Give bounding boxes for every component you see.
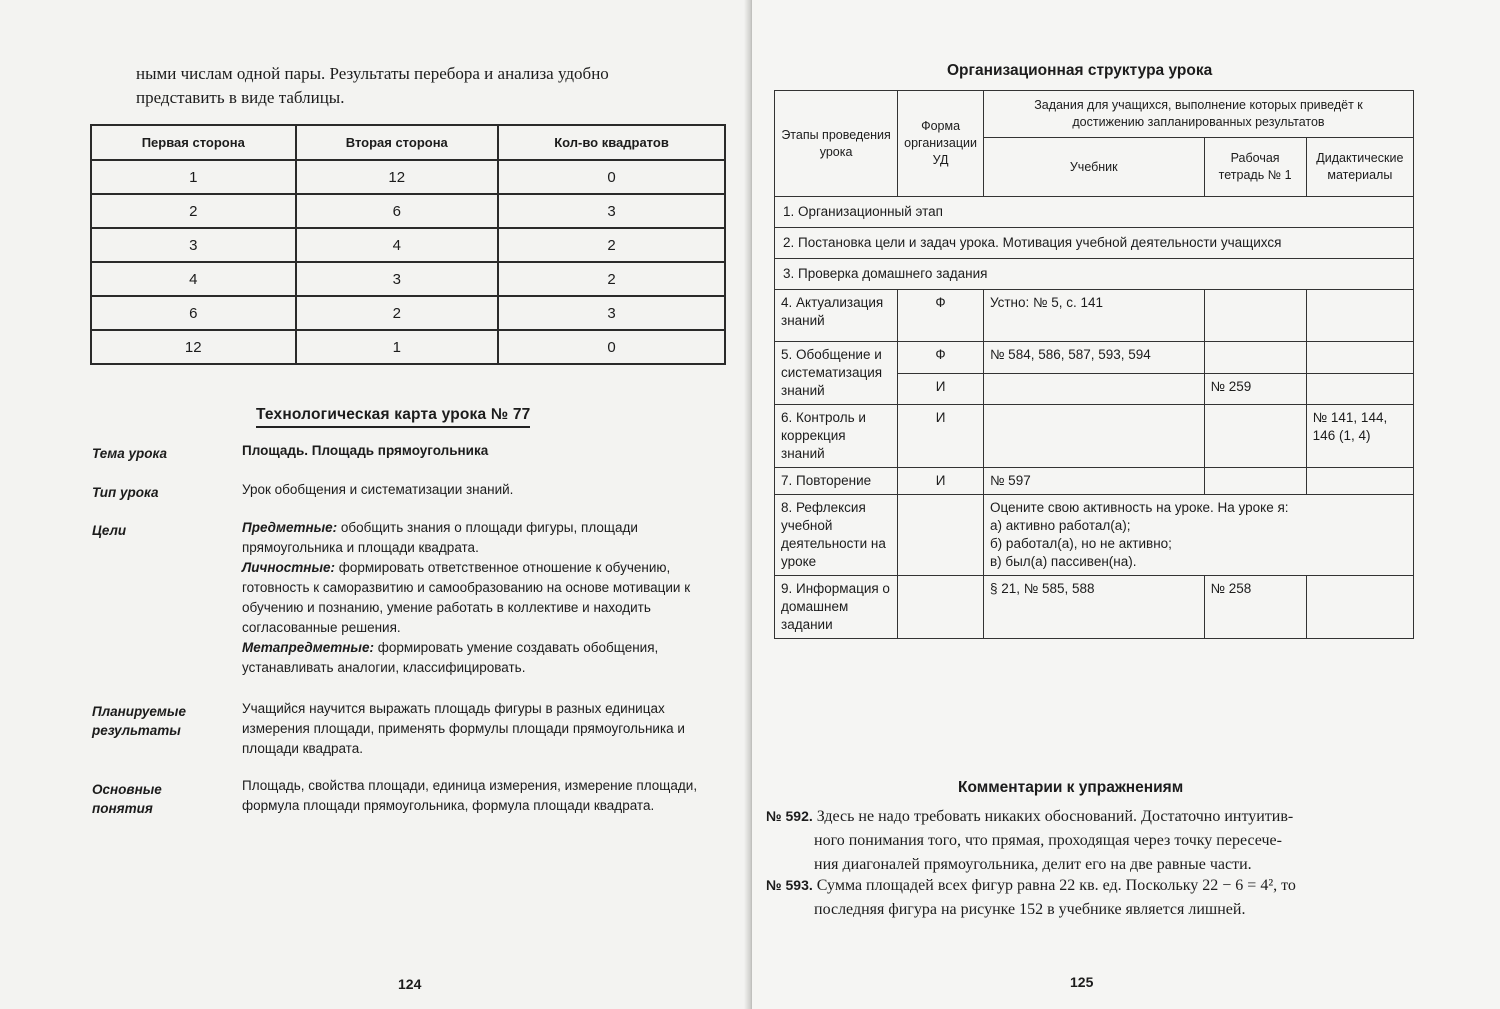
textbook-cell bbox=[983, 373, 1204, 405]
comment-line bbox=[766, 804, 1414, 829]
comment-line: ния диагоналей прямоугольника, делит его на две равные части. bbox=[814, 856, 1252, 873]
header-workbook: Рабочая тетрадь № 1 bbox=[1204, 138, 1306, 197]
results-label bbox=[92, 702, 232, 740]
table-cell: 2 bbox=[296, 296, 499, 330]
workbook-cell bbox=[1204, 468, 1306, 495]
goal-meta-label: Метапредметные: bbox=[242, 640, 374, 655]
column-header: Кол-во квадратов bbox=[498, 125, 725, 160]
stage-cell: 8. Рефлексия учебной деятельности на уроке bbox=[775, 495, 898, 576]
textbook-cell: № 597 bbox=[983, 468, 1204, 495]
exercise-number: № 592. bbox=[766, 808, 813, 824]
table-cell: 2 bbox=[498, 262, 725, 296]
header-textbook: Учебник bbox=[983, 138, 1204, 197]
table-cell: 3 bbox=[498, 194, 725, 228]
concepts-label bbox=[92, 780, 232, 818]
intro-line: представить в виде таблицы. bbox=[136, 88, 345, 107]
table-cell: 3 bbox=[91, 228, 296, 262]
stage-cell: 9. Информация о домашнем задании bbox=[775, 576, 898, 639]
form-cell: И bbox=[898, 373, 984, 405]
stage-cell: 6. Контроль и коррекция знаний bbox=[775, 405, 898, 468]
form-cell bbox=[898, 576, 984, 639]
goals-value bbox=[242, 518, 726, 678]
table-cell: 6 bbox=[296, 194, 499, 228]
table-cell: 0 bbox=[498, 330, 725, 364]
workbook-cell bbox=[1204, 405, 1306, 468]
left-page bbox=[0, 0, 748, 1009]
intro-line: ными числам одной пары. Результаты перебора и анализа удобно bbox=[136, 64, 609, 83]
goal-meta-text: формировать умение создавать обобщения, устанавливать аналогии, классифицировать. bbox=[242, 640, 659, 675]
map-title: Технологическая карта урока № 77 bbox=[256, 406, 530, 428]
table-cell: 1 bbox=[91, 160, 296, 194]
topic-label: Тема урока bbox=[92, 446, 168, 461]
table-cell: 4 bbox=[91, 262, 296, 296]
table-cell: 1 bbox=[296, 330, 499, 364]
table-row bbox=[775, 197, 1414, 228]
table-row bbox=[91, 262, 725, 296]
structure-title: Организационная структура урока bbox=[947, 62, 1213, 79]
page-number: 124 bbox=[398, 976, 422, 992]
concepts-value: Площадь, свойства площади, единица измерения, измерение площади, формула площади прямоугольника, формула площади квадрата. bbox=[242, 778, 698, 813]
stage-cell: 2. Постановка цели и задач урока. Мотивация учебной деятельности учащихся bbox=[775, 228, 1414, 259]
comment-592 bbox=[766, 804, 1414, 877]
table-row bbox=[775, 468, 1414, 495]
table-row bbox=[91, 194, 725, 228]
didactic-cell bbox=[1306, 342, 1413, 374]
table-row bbox=[91, 330, 725, 364]
form-cell: И bbox=[898, 468, 984, 495]
reflection-line: б) работал(а), но не активно; bbox=[989, 536, 1172, 551]
goal-meta bbox=[242, 638, 726, 678]
textbook-cell: № 584, 586, 587, 593, 594 bbox=[983, 342, 1204, 374]
goal-subject-text: обобщить знания о площади фигуры, площади прямоугольника и площади квадрата. bbox=[242, 520, 638, 555]
table-row bbox=[775, 342, 1414, 374]
didactic-cell bbox=[1306, 468, 1413, 495]
comments-title: Комментарии к упражнениям bbox=[958, 779, 1184, 796]
results-value: Учащийся научится выражать площадь фигуры в разных единицах измерения площади, применять формулы площади прямоугольника и площади квадрата. bbox=[242, 701, 685, 756]
workbook-cell bbox=[1204, 342, 1306, 374]
didactic-cell bbox=[1306, 373, 1413, 405]
table-header-row bbox=[91, 125, 725, 160]
comment-line: последняя фигура на рисунке 152 в учебнике является лишней. bbox=[814, 901, 1246, 918]
reflection-cell bbox=[983, 495, 1413, 576]
comment-text: Здесь не надо требовать никаких обоснований. Достаточно интуитив- bbox=[816, 808, 1294, 825]
form-cell: И bbox=[898, 405, 984, 468]
header-form: Форма организации УД bbox=[898, 91, 984, 197]
type-label: Тип урока bbox=[92, 485, 159, 500]
workbook-cell: № 259 bbox=[1204, 373, 1306, 405]
table-cell: 0 bbox=[498, 160, 725, 194]
textbook-cell bbox=[983, 405, 1204, 468]
header-tasks: Задания для учащихся, выполнение которых приведёт к достижению запланированных результатов bbox=[983, 91, 1413, 138]
structure-table bbox=[774, 90, 1414, 639]
header-stages: Этапы проведения урока bbox=[775, 91, 898, 197]
header-didactic: Дидактические материалы bbox=[1306, 138, 1413, 197]
stage-cell: 1. Организационный этап bbox=[775, 197, 1414, 228]
table-row bbox=[775, 576, 1414, 639]
comment-text: Сумма площадей всех фигур равна 22 кв. ед. Поскольку 22 − 6 = 4², то bbox=[816, 877, 1296, 894]
table-row bbox=[91, 228, 725, 262]
table-row bbox=[775, 259, 1414, 290]
page-number: 125 bbox=[1070, 974, 1094, 990]
concepts-label-line: понятия bbox=[92, 801, 153, 816]
comment-line: ного понимания того, что прямая, проходящая через точку пересече- bbox=[814, 832, 1282, 849]
concepts-label-line: Основные bbox=[92, 782, 162, 797]
textbook-cell: Устно: № 5, с. 141 bbox=[983, 290, 1204, 342]
workbook-cell: № 258 bbox=[1204, 576, 1306, 639]
goals-label: Цели bbox=[92, 523, 127, 538]
table-cell: 2 bbox=[91, 194, 296, 228]
column-header: Вторая сторона bbox=[296, 125, 499, 160]
stage-cell: 5. Обобщение и систематизация знаний bbox=[775, 342, 898, 405]
stage-cell: 7. Повторение bbox=[775, 468, 898, 495]
table-row bbox=[91, 160, 725, 194]
table-row bbox=[775, 290, 1414, 342]
form-cell: Ф bbox=[898, 290, 984, 342]
stage-cell: 4. Актуализация знаний bbox=[775, 290, 898, 342]
results-label-line: результаты bbox=[92, 723, 181, 738]
goal-subject bbox=[242, 518, 726, 558]
topic-text: Площадь. Площадь прямоугольника bbox=[242, 443, 489, 458]
workbook-cell bbox=[1204, 290, 1306, 342]
didactic-cell: № 141, 144, 146 (1, 4) bbox=[1306, 405, 1413, 468]
textbook-cell: § 21, № 585, 588 bbox=[983, 576, 1204, 639]
table-cell: 12 bbox=[91, 330, 296, 364]
table-header-row bbox=[775, 91, 1414, 138]
topic-value bbox=[242, 441, 726, 461]
sides-table bbox=[90, 124, 726, 365]
reflection-line: в) был(а) пассивен(на). bbox=[989, 554, 1137, 569]
table-cell: 3 bbox=[498, 296, 725, 330]
table-cell: 12 bbox=[296, 160, 499, 194]
reflection-line: а) активно работал(а); bbox=[989, 518, 1131, 533]
reflection-line: Оцените свою активность на уроке. На уроке я: bbox=[989, 500, 1289, 515]
goal-personal bbox=[242, 558, 726, 638]
goal-personal-label: Личностные: bbox=[242, 560, 335, 575]
didactic-cell bbox=[1306, 290, 1413, 342]
table-row bbox=[775, 405, 1414, 468]
comment-593 bbox=[766, 873, 1414, 922]
column-header: Первая сторона bbox=[91, 125, 296, 160]
goal-personal-text: формировать ответственное отношение к обучению, готовность к саморазвитию и самообразованию на основе мотивации к обучению и познанию, умение работать в коллективе и находить согласованные решения. bbox=[242, 560, 691, 635]
right-page bbox=[752, 0, 1500, 1009]
goal-subject-label: Предметные: bbox=[242, 520, 338, 535]
table-row bbox=[91, 296, 725, 330]
exercise-number: № 593. bbox=[766, 877, 813, 893]
form-cell bbox=[898, 495, 984, 576]
table-cell: 2 bbox=[498, 228, 725, 262]
table-row bbox=[775, 495, 1414, 576]
table-cell: 3 bbox=[296, 262, 499, 296]
table-cell: 4 bbox=[296, 228, 499, 262]
didactic-cell bbox=[1306, 576, 1413, 639]
form-cell: Ф bbox=[898, 342, 984, 374]
type-value: Урок обобщения и систематизации знаний. bbox=[242, 482, 514, 497]
comment-line bbox=[766, 873, 1414, 898]
results-label-line: Планируемые bbox=[92, 704, 186, 719]
intro-paragraph bbox=[136, 62, 726, 110]
stage-cell: 3. Проверка домашнего задания bbox=[775, 259, 1414, 290]
table-row bbox=[775, 228, 1414, 259]
table-cell: 6 bbox=[91, 296, 296, 330]
